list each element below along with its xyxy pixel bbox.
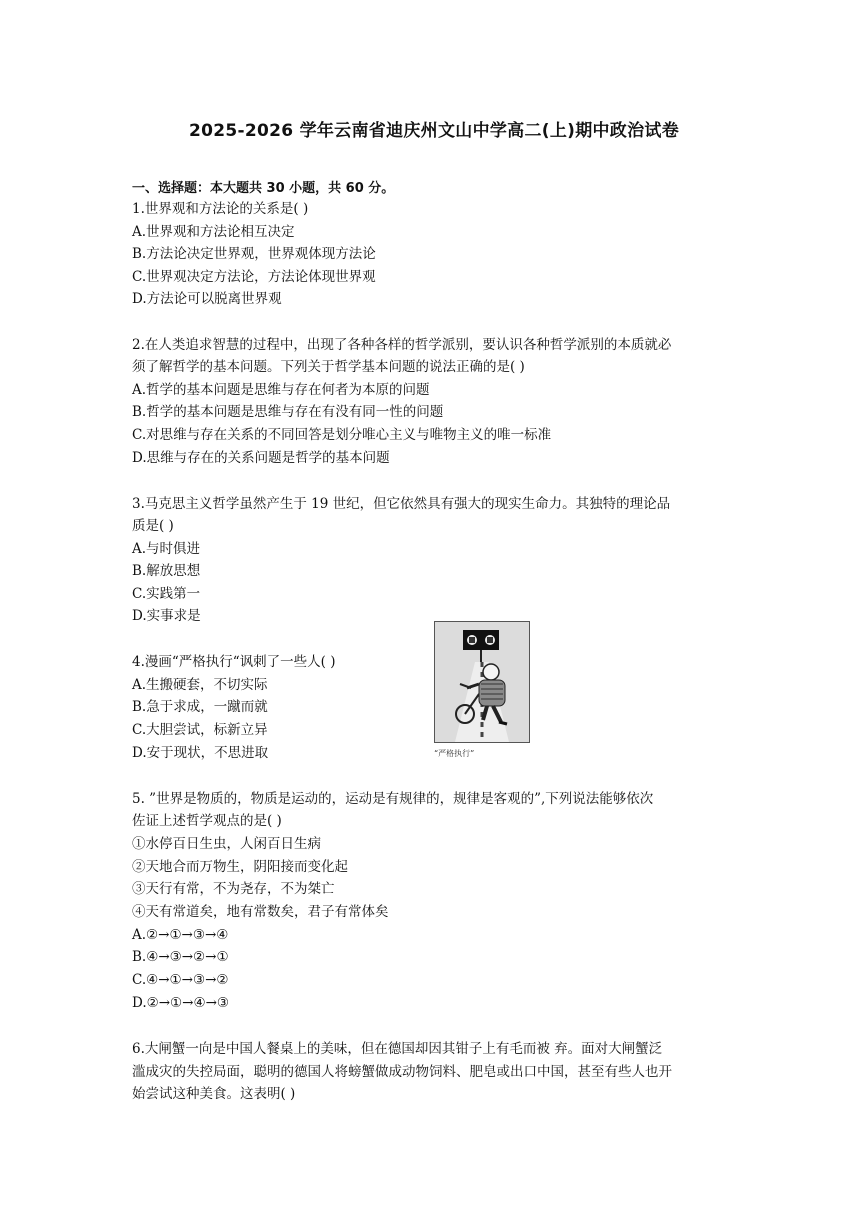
q5-option-c[interactable]: C.④→①→③→② [132, 972, 229, 988]
q2-option-c[interactable]: C.对思维与存在关系的不同回答是划分唯心主义与唯物主义的唯一标准 [132, 427, 552, 443]
q6-stem-line-2: 滥成灾的失控局面，聪明的德国人将螃蟹做成动物饲料、肥皂或出口中国，甚至有些人也开 [132, 1064, 672, 1080]
q2-stem-line-1: 2.在人类追求智慧的过程中，出现了各种各样的哲学派别，要认识各种哲学派别的本质就必 [132, 337, 672, 353]
q2-option-a[interactable]: A.哲学的基本问题是思维与存在何者为本原的问题 [132, 382, 430, 398]
q1-option-a[interactable]: A.世界观和方法论相互决定 [132, 224, 295, 240]
q3-stem-line-1: 3.马克思主义哲学虽然产生于 19 世纪，但它依然具有强大的现实生命力。其独特的理论品 [132, 496, 671, 512]
cartoon-drawing [435, 622, 529, 742]
q5-statement-3: ③天行有常，不为尧存，不为桀亡 [132, 881, 335, 897]
q4-option-a[interactable]: A.生搬硬套，不切实际 [132, 677, 268, 693]
q3-option-b[interactable]: B.解放思想 [132, 563, 201, 579]
q5-stem-line-1: 5. ”世界是物质的，物质是运动的，运动是有规律的，规律是客观的”,下列说法能够依次 [132, 791, 654, 807]
q4-stem: 4.漫画“严格执行“讽刺了一些人( ) [132, 654, 336, 670]
q2-stem-line-2: 须了解哲学的基本问题。下列关于哲学基本问题的说法正确的是( ) [132, 359, 525, 375]
person-head-icon [483, 664, 499, 680]
q6-stem-line-3: 始尝试这种美食。这表明( ) [132, 1086, 296, 1102]
q1-option-b[interactable]: B.方法论决定世界观，世界观体现方法论 [132, 246, 376, 262]
q5-option-b[interactable]: B.④→③→②→① [132, 949, 229, 965]
q5-statement-1: ①水停百日生虫，人闲百日生病 [132, 836, 321, 852]
exam-title: 2025-2026 学年云南省迪庆州文山中学高二(上)期中政治试卷 [188, 121, 680, 141]
q4-option-c[interactable]: C.大胆尝试，标新立异 [132, 722, 268, 738]
q2-option-b[interactable]: B.哲学的基本问题是思维与存在有没有同一性的问题 [132, 404, 444, 420]
cartoon-caption: “严格执行” [434, 749, 475, 758]
q2-option-d[interactable]: D.思维与存在的关系问题是哲学的基本问题 [132, 450, 390, 466]
q3-stem-line-2: 质是( ) [132, 518, 174, 534]
q4-option-d[interactable]: D.安于现状，不思进取 [132, 745, 269, 761]
cartoon-image [434, 621, 530, 743]
section-header: 一、选择题：本大题共 30 小题，共 60 分。 [132, 181, 395, 196]
q4-option-b[interactable]: B.急于求成，一蹴而就 [132, 699, 268, 715]
q3-option-c[interactable]: C.实践第一 [132, 586, 201, 602]
q5-stem-line-2: 佐证上述哲学观点的是( ) [132, 813, 282, 829]
q5-statement-4: ④天有常道矣，地有常数矣，君子有常体矣 [132, 904, 389, 920]
q1-option-c[interactable]: C.世界观决定方法论，方法论体现世界观 [132, 269, 376, 285]
q3-option-a[interactable]: A.与时俱进 [132, 541, 201, 557]
q5-statement-2: ②天地合而万物生，阴阳接而变化起 [132, 859, 348, 875]
q5-option-a[interactable]: A.②→①→③→④ [132, 927, 229, 943]
q1-option-d[interactable]: D.方法论可以脱离世界观 [132, 291, 282, 307]
q5-option-d[interactable]: D.②→①→④→③ [132, 995, 229, 1011]
q1-stem: 1.世界观和方法论的关系是( ) [132, 201, 309, 217]
q3-option-d[interactable]: D.实事求是 [132, 608, 201, 624]
cartoon-figure [434, 621, 530, 758]
q6-stem-line-1: 6.大闸蟹一向是中国人餐桌上的美味，但在德国却因其钳子上有毛而被 弃。面对大闸蟹泛 [132, 1041, 663, 1057]
